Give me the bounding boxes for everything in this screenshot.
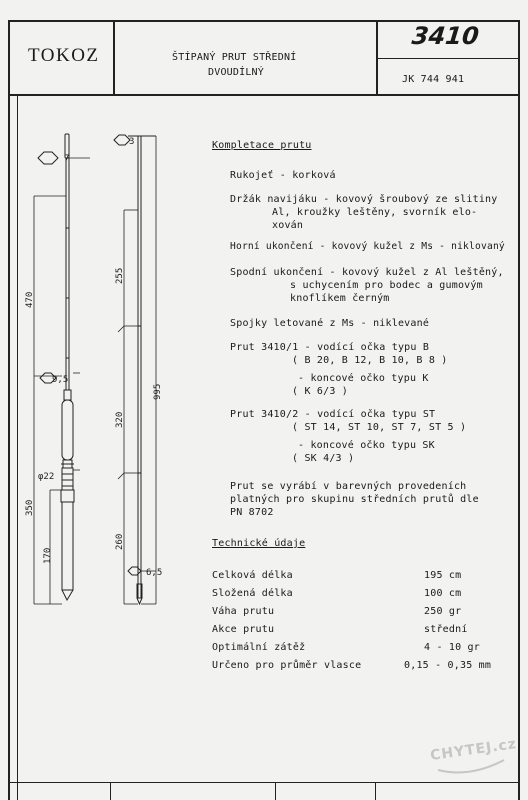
- spec-line: ( B 20, B 12, B 10, B 8 ): [292, 355, 448, 366]
- diameter-label: φ22: [38, 472, 55, 482]
- tech-value: 250 gr: [424, 606, 462, 617]
- spec-line: - koncové očko typu SK: [298, 440, 435, 451]
- spec-heading: Kompletace prutu: [212, 140, 312, 151]
- spec-line: ( ST 14, ST 10, ST 7, ST 5 ): [292, 422, 467, 433]
- header-code-divider: [376, 58, 520, 59]
- hex-label-4: 6,5: [146, 568, 163, 578]
- product-title-line1: ŠTÍPANÝ PRUT STŘEDNÍ: [172, 52, 297, 63]
- spec-line: Držák navijáku - kovový šroubový ze slitiny: [230, 194, 498, 205]
- tech-label: Složená délka: [212, 588, 293, 599]
- hex-symbol-4: [128, 567, 141, 575]
- dim-260: 260: [115, 533, 125, 550]
- bottom-tick-3: [375, 782, 376, 800]
- bottom-tick-1: [110, 782, 111, 800]
- tech-value: 4 - 10 gr: [424, 642, 480, 653]
- dim-255: 255: [115, 267, 125, 284]
- dim-470: 470: [25, 291, 35, 308]
- hex-symbol-1: [38, 152, 58, 164]
- watermark-text: CHYTEJ.cz: [429, 736, 518, 764]
- watermark-logo: [430, 736, 516, 776]
- spec-line: Spojky letované z Ms - niklevané: [230, 318, 430, 329]
- tech-label: Váha prutu: [212, 606, 275, 617]
- hex-symbol-2: [114, 135, 130, 145]
- product-title-line2: DVOUDÍLNÝ: [208, 67, 264, 78]
- header-divider-1: [113, 20, 115, 96]
- frame-right: [518, 20, 520, 800]
- brand-name: TOKOZ: [28, 45, 100, 66]
- spec-line: platných pro skupinu středních prutů dle: [230, 494, 479, 505]
- tech-value: 195 cm: [424, 570, 462, 581]
- spec-line: ( K 6/3 ): [292, 386, 348, 397]
- dim-170: 170: [43, 547, 53, 564]
- bottom-tick-2: [275, 782, 276, 800]
- header-bottom: [8, 94, 520, 96]
- spec-line: Al, kroužky leštěny, svorník elo-: [272, 207, 478, 218]
- hex-label-2: 3: [129, 137, 135, 147]
- tech-heading: Technické údaje: [212, 538, 306, 549]
- product-number: 3410: [410, 22, 481, 50]
- tech-value: 0,15 - 0,35 mm: [404, 660, 492, 671]
- spec-line: PN 8702: [230, 507, 274, 518]
- tech-value: 100 cm: [424, 588, 462, 599]
- tech-label: Optimální zátěž: [212, 642, 306, 653]
- spec-line: Prut 3410/1 - vodící očka typu B: [230, 342, 430, 353]
- bottom-rule: [8, 782, 520, 783]
- hex-label-1: 7: [64, 154, 70, 164]
- spec-line: knoflíkem černým: [290, 293, 390, 304]
- spec-line: - koncové očko typu K: [298, 373, 429, 384]
- spec-line: s uchycením pro bodec a gumovým: [290, 280, 483, 291]
- spec-line: ( SK 4/3 ): [292, 453, 355, 464]
- dim-320: 320: [115, 411, 125, 428]
- inner-left-rule: [17, 96, 18, 800]
- tech-label: Určeno pro průměr vlasce: [212, 660, 362, 671]
- hex-label-3: 9,5: [52, 375, 69, 385]
- spec-line: Rukojeť - korková: [230, 170, 336, 181]
- spec-line: Horní ukončení - kovový kužel z Ms - niklovaný: [230, 241, 505, 252]
- dim-995: 995: [153, 383, 163, 400]
- spec-line: xován: [272, 220, 304, 231]
- rod-part-2: [128, 136, 156, 604]
- spec-line: Prut 3410/2 - vodící očka typu ST: [230, 409, 436, 420]
- tech-value: střední: [424, 624, 468, 635]
- frame-left: [8, 20, 10, 800]
- dim-350: 350: [25, 499, 35, 516]
- rod-part-1: [61, 134, 74, 600]
- product-code: JK 744 941: [402, 74, 465, 85]
- watermark-hook-icon: [430, 736, 516, 776]
- spec-line: Prut se vyrábí v barevných provedeních: [230, 481, 467, 492]
- tech-label: Celková délka: [212, 570, 293, 581]
- spec-line: Spodní ukončení - kovový kužel z Al leštěný,: [230, 267, 504, 278]
- tech-label: Akce prutu: [212, 624, 275, 635]
- rod-drawing: [20, 128, 220, 608]
